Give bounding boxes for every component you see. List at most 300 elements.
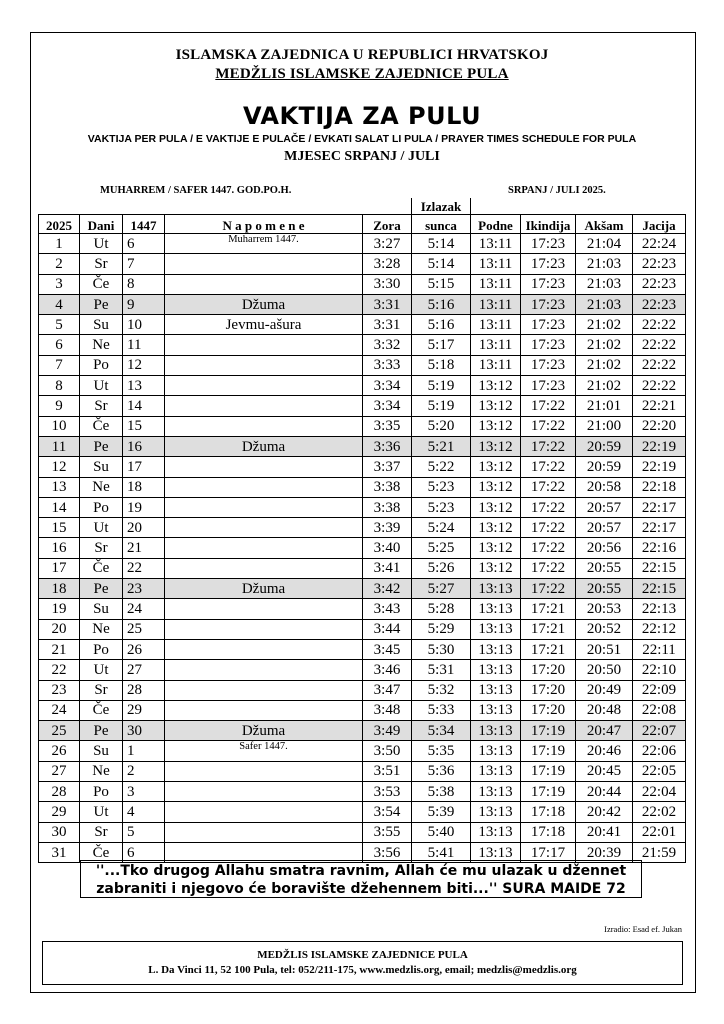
cell-ikindija: 17:19 [521,741,576,761]
cell-hijri-day: 25 [123,619,165,639]
cell-ikindija: 17:22 [521,477,576,497]
cell-date: 25 [39,721,80,741]
cell-ikindija: 17:18 [521,802,576,822]
cell-date: 26 [39,741,80,761]
cell-podne: 13:11 [471,315,521,335]
cell-izlazak-sunca: 5:21 [412,436,471,456]
table-row [39,497,686,517]
cell-podne: 13:13 [471,660,521,680]
cell-date: 5 [39,315,80,335]
table-row [39,822,686,842]
cell-zora: 3:35 [363,416,412,436]
cell-zora: 3:43 [363,599,412,619]
cell-day: Pe [80,436,123,456]
cell-note [165,497,363,517]
cell-hijri-day: 15 [123,416,165,436]
cell-izlazak-sunca: 5:24 [412,518,471,538]
cell-aksam: 20:47 [576,721,633,741]
table-row [39,721,686,741]
cell-day: Pe [80,294,123,314]
cell-ikindija: 17:23 [521,254,576,274]
cell-aksam: 20:46 [576,741,633,761]
cell-ikindija: 17:21 [521,599,576,619]
cell-aksam: 20:55 [576,558,633,578]
cell-zora: 3:56 [363,842,412,862]
cell-ikindija: 17:19 [521,761,576,781]
cell-jacija: 22:07 [633,721,686,741]
cell-jacija: 22:24 [633,234,686,254]
cell-izlazak-sunca: 5:15 [412,274,471,294]
cell-date: 23 [39,680,80,700]
hijri-month-label: MUHARREM / SAFER 1447. GOD.PO.H. [100,185,292,196]
cell-note [165,274,363,294]
cell-zora: 3:37 [363,457,412,477]
cell-ikindija: 17:23 [521,294,576,314]
cell-day: Ne [80,761,123,781]
cell-ikindija: 17:17 [521,842,576,862]
cell-zora: 3:31 [363,294,412,314]
cell-hijri-day: 21 [123,538,165,558]
cell-note [165,822,363,842]
cell-zora: 3:31 [363,315,412,335]
table-row [39,294,686,314]
cell-aksam: 21:03 [576,274,633,294]
cell-hijri-day: 16 [123,436,165,456]
cell-zora: 3:46 [363,660,412,680]
cell-date: 18 [39,579,80,599]
cell-jacija: 22:22 [633,335,686,355]
cell-hijri-day: 17 [123,457,165,477]
cell-hijri-day: 3 [123,782,165,802]
cell-podne: 13:11 [471,254,521,274]
cell-aksam: 20:49 [576,680,633,700]
cell-podne: 13:13 [471,842,521,862]
cell-date: 14 [39,497,80,517]
cell-day: Po [80,782,123,802]
cell-podne: 13:12 [471,436,521,456]
cell-note: Muharrem 1447. [165,234,363,254]
cell-podne: 13:13 [471,782,521,802]
cell-day: Ne [80,619,123,639]
cell-day: Ne [80,335,123,355]
table-row [39,802,686,822]
cell-izlazak-sunca: 5:16 [412,294,471,314]
cell-note [165,619,363,639]
cell-zora: 3:28 [363,254,412,274]
table-row [39,518,686,538]
cell-ikindija: 17:22 [521,436,576,456]
cell-podne: 13:13 [471,721,521,741]
author-credit: Izradio: Esad ef. Jukan [604,924,682,934]
cell-podne: 13:13 [471,579,521,599]
table-row [39,234,686,254]
cell-podne: 13:12 [471,376,521,396]
cell-ikindija: 17:22 [521,416,576,436]
cell-note: Safer 1447. [165,741,363,761]
footer-box [42,941,683,985]
cell-izlazak-sunca: 5:28 [412,599,471,619]
cell-zora: 3:30 [363,274,412,294]
cell-izlazak-sunca: 5:19 [412,376,471,396]
cell-note [165,558,363,578]
cell-izlazak-sunca: 5:35 [412,741,471,761]
cell-zora: 3:47 [363,680,412,700]
cell-izlazak-sunca: 5:40 [412,822,471,842]
table-row [39,457,686,477]
cell-izlazak-sunca: 5:18 [412,355,471,375]
cell-aksam: 20:39 [576,842,633,862]
cell-jacija: 22:06 [633,741,686,761]
cell-jacija: 22:17 [633,497,686,517]
cell-date: 1 [39,234,80,254]
cell-podne: 13:12 [471,518,521,538]
cell-zora: 3:45 [363,639,412,659]
cell-date: 27 [39,761,80,781]
cell-day: Su [80,457,123,477]
cell-hijri-day: 29 [123,700,165,720]
cell-zora: 3:39 [363,518,412,538]
cell-zora: 3:34 [363,376,412,396]
cell-date: 17 [39,558,80,578]
month-heading: MJESEC SRPANJ / JULI [284,149,440,164]
cell-aksam: 20:50 [576,660,633,680]
cell-zora: 3:55 [363,822,412,842]
cell-podne: 13:12 [471,558,521,578]
cell-podne: 13:11 [471,335,521,355]
cell-note [165,660,363,680]
cell-day: Če [80,700,123,720]
cell-jacija: 22:13 [633,599,686,619]
cell-note [165,335,363,355]
cell-day: Če [80,842,123,862]
table-row [39,274,686,294]
cell-izlazak-sunca: 5:26 [412,558,471,578]
cell-zora: 3:48 [363,700,412,720]
cell-ikindija: 17:22 [521,457,576,477]
cell-zora: 3:32 [363,335,412,355]
col-header-year: 2025 [39,215,80,234]
table-row [39,599,686,619]
cell-note [165,599,363,619]
cell-podne: 13:11 [471,234,521,254]
cell-hijri-day: 11 [123,335,165,355]
cell-zora: 3:44 [363,619,412,639]
cell-date: 20 [39,619,80,639]
cell-podne: 13:11 [471,274,521,294]
cell-zora: 3:36 [363,436,412,456]
cell-hijri-day: 14 [123,396,165,416]
cell-aksam: 21:04 [576,234,633,254]
cell-zora: 3:40 [363,538,412,558]
cell-date: 13 [39,477,80,497]
cell-podne: 13:12 [471,457,521,477]
cell-day: Ut [80,518,123,538]
cell-hijri-day: 24 [123,599,165,619]
cell-note [165,396,363,416]
cell-jacija: 22:01 [633,822,686,842]
cell-note: Džuma [165,436,363,456]
cell-aksam: 20:59 [576,457,633,477]
cell-podne: 13:13 [471,599,521,619]
cell-jacija: 22:21 [633,396,686,416]
cell-aksam: 20:57 [576,518,633,538]
cell-day: Sr [80,396,123,416]
cell-aksam: 21:01 [576,396,633,416]
cell-hijri-day: 13 [123,376,165,396]
cell-izlazak-sunca: 5:14 [412,234,471,254]
cell-izlazak-sunca: 5:23 [412,497,471,517]
cell-hijri-day: 2 [123,761,165,781]
cell-izlazak-sunca: 5:29 [412,619,471,639]
table-row [39,782,686,802]
cell-day: Ut [80,802,123,822]
cell-jacija: 22:12 [633,619,686,639]
cell-note [165,761,363,781]
cell-aksam: 20:44 [576,782,633,802]
cell-aksam: 20:55 [576,579,633,599]
footer-org: MEDŽLIS ISLAMSKE ZAJEDNICE PULA [257,949,468,961]
cell-day: Ut [80,660,123,680]
cell-ikindija: 17:20 [521,660,576,680]
cell-hijri-day: 26 [123,639,165,659]
table-row [39,436,686,456]
cell-note [165,518,363,538]
cell-hijri-day: 18 [123,477,165,497]
cell-zora: 3:41 [363,558,412,578]
cell-day: Ut [80,376,123,396]
cell-podne: 13:13 [471,619,521,639]
cell-podne: 13:13 [471,761,521,781]
cell-hijri-day: 20 [123,518,165,538]
cell-aksam: 21:02 [576,315,633,335]
cell-date: 10 [39,416,80,436]
cell-podne: 13:11 [471,355,521,375]
cell-date: 28 [39,782,80,802]
cell-day: Če [80,416,123,436]
cell-aksam: 20:57 [576,497,633,517]
cell-day: Sr [80,538,123,558]
cell-aksam: 20:59 [576,436,633,456]
cell-date: 30 [39,822,80,842]
table-row [39,579,686,599]
cell-note: Džuma [165,294,363,314]
cell-note [165,254,363,274]
cell-zora: 3:54 [363,802,412,822]
cell-jacija: 22:05 [633,761,686,781]
cell-podne: 13:12 [471,396,521,416]
cell-note: Džuma [165,579,363,599]
cell-aksam: 20:53 [576,599,633,619]
cell-hijri-day: 10 [123,315,165,335]
cell-izlazak-sunca: 5:17 [412,335,471,355]
table-row [39,396,686,416]
table-row [39,619,686,639]
table-row [39,761,686,781]
cell-day: Če [80,274,123,294]
cell-ikindija: 17:22 [521,497,576,517]
col-header-notes: N a p o m e n e [165,215,363,234]
cell-ikindija: 17:22 [521,396,576,416]
cell-ikindija: 17:23 [521,335,576,355]
col-header-jacija: Jacija [633,215,686,234]
prayer-times-table [38,198,686,863]
col-header-sunca: sunca [412,215,471,234]
cell-date: 29 [39,802,80,822]
table-row [39,416,686,436]
cell-jacija: 22:22 [633,376,686,396]
cell-day: Su [80,599,123,619]
cell-date: 21 [39,639,80,659]
table-row [39,639,686,659]
cell-podne: 13:13 [471,680,521,700]
cell-jacija: 22:10 [633,660,686,680]
cell-aksam: 20:45 [576,761,633,781]
cell-hijri-day: 27 [123,660,165,680]
cell-zora: 3:50 [363,741,412,761]
footer-contact: L. Da Vinci 11, 52 100 Pula, tel: 052/211-175, www.medzlis.org, email; medzlis@medzlis.org [148,964,577,976]
cell-podne: 13:12 [471,497,521,517]
cell-izlazak-sunca: 5:34 [412,721,471,741]
cell-note [165,802,363,822]
table-row [39,254,686,274]
cell-hijri-day: 6 [123,234,165,254]
cell-aksam: 21:03 [576,294,633,314]
cell-aksam: 21:03 [576,254,633,274]
cell-izlazak-sunca: 5:25 [412,538,471,558]
cell-izlazak-sunca: 5:23 [412,477,471,497]
cell-ikindija: 17:18 [521,822,576,842]
cell-hijri-day: 6 [123,842,165,862]
cell-izlazak-sunca: 5:39 [412,802,471,822]
col-header-hijri: 1447 [123,215,165,234]
cell-day: Sr [80,254,123,274]
gregorian-month-label: SRPANJ / JULI 2025. [508,185,606,196]
quran-quote [80,860,642,898]
cell-ikindija: 17:19 [521,721,576,741]
cell-date: 24 [39,700,80,720]
col-header-zora: Zora [363,215,412,234]
cell-jacija: 22:04 [633,782,686,802]
table-row [39,335,686,355]
cell-day: Po [80,355,123,375]
cell-zora: 3:38 [363,477,412,497]
cell-date: 11 [39,436,80,456]
cell-date: 16 [39,538,80,558]
cell-aksam: 21:02 [576,376,633,396]
table-row [39,538,686,558]
cell-note [165,680,363,700]
cell-note: Jevmu-ašura [165,315,363,335]
cell-ikindija: 17:23 [521,234,576,254]
table-row [39,315,686,335]
cell-day: Pe [80,579,123,599]
cell-zora: 3:51 [363,761,412,781]
cell-hijri-day: 8 [123,274,165,294]
col-header-day: Dani [80,215,123,234]
table-row [39,477,686,497]
table-row [39,680,686,700]
cell-zora: 3:33 [363,355,412,375]
cell-day: Če [80,558,123,578]
quote-line-2: zabraniti i njegovo će boravište džehennem biti...'' SURA MAIDE 72 [96,881,626,897]
cell-izlazak-sunca: 5:14 [412,254,471,274]
cell-izlazak-sunca: 5:33 [412,700,471,720]
cell-date: 12 [39,457,80,477]
cell-izlazak-sunca: 5:27 [412,579,471,599]
cell-jacija: 22:15 [633,579,686,599]
cell-hijri-day: 30 [123,721,165,741]
page-title: VAKTIJA ZA PULU [242,102,482,130]
cell-hijri-day: 9 [123,294,165,314]
cell-aksam: 20:51 [576,639,633,659]
cell-note: Džuma [165,721,363,741]
cell-hijri-day: 5 [123,822,165,842]
cell-jacija: 22:19 [633,457,686,477]
cell-ikindija: 17:23 [521,274,576,294]
page-subtitle: VAKTIJA PER PULA / E VAKTIJE E PULAČE / EVKATI SALAT LI PULA / PRAYER TIMES SCHEDULE FOR PULA [87,133,637,145]
cell-day: Ne [80,477,123,497]
cell-date: 7 [39,355,80,375]
table-row [39,376,686,396]
cell-izlazak-sunca: 5:16 [412,315,471,335]
cell-ikindija: 17:20 [521,680,576,700]
cell-podne: 13:13 [471,822,521,842]
cell-jacija: 21:59 [633,842,686,862]
cell-date: 6 [39,335,80,355]
cell-aksam: 21:02 [576,335,633,355]
cell-zora: 3:38 [363,497,412,517]
cell-day: Su [80,741,123,761]
cell-izlazak-sunca: 5:20 [412,416,471,436]
cell-aksam: 20:41 [576,822,633,842]
cell-izlazak-sunca: 5:41 [412,842,471,862]
cell-note [165,782,363,802]
cell-ikindija: 17:21 [521,639,576,659]
cell-day: Sr [80,822,123,842]
cell-jacija: 22:11 [633,639,686,659]
col-header-izlazak: Izlazak [412,198,471,215]
cell-zora: 3:34 [363,396,412,416]
cell-zora: 3:53 [363,782,412,802]
cell-podne: 13:11 [471,294,521,314]
cell-date: 31 [39,842,80,862]
cell-jacija: 22:15 [633,558,686,578]
cell-note [165,538,363,558]
cell-aksam: 20:58 [576,477,633,497]
cell-day: Po [80,497,123,517]
org-line-1: ISLAMSKA ZAJEDNICA U REPUBLICI HRVATSKOJ [175,47,549,63]
col-header-ikindija: Ikindija [521,215,576,234]
cell-izlazak-sunca: 5:30 [412,639,471,659]
cell-izlazak-sunca: 5:22 [412,457,471,477]
cell-jacija: 22:23 [633,254,686,274]
cell-day: Po [80,639,123,659]
cell-ikindija: 17:22 [521,518,576,538]
cell-hijri-day: 23 [123,579,165,599]
cell-izlazak-sunca: 5:32 [412,680,471,700]
cell-date: 4 [39,294,80,314]
cell-hijri-day: 28 [123,680,165,700]
cell-podne: 13:13 [471,639,521,659]
cell-jacija: 22:23 [633,294,686,314]
cell-note [165,639,363,659]
cell-jacija: 22:22 [633,355,686,375]
cell-hijri-day: 7 [123,254,165,274]
table-row [39,355,686,375]
cell-zora: 3:42 [363,579,412,599]
cell-ikindija: 17:22 [521,558,576,578]
col-header-podne: Podne [471,215,521,234]
